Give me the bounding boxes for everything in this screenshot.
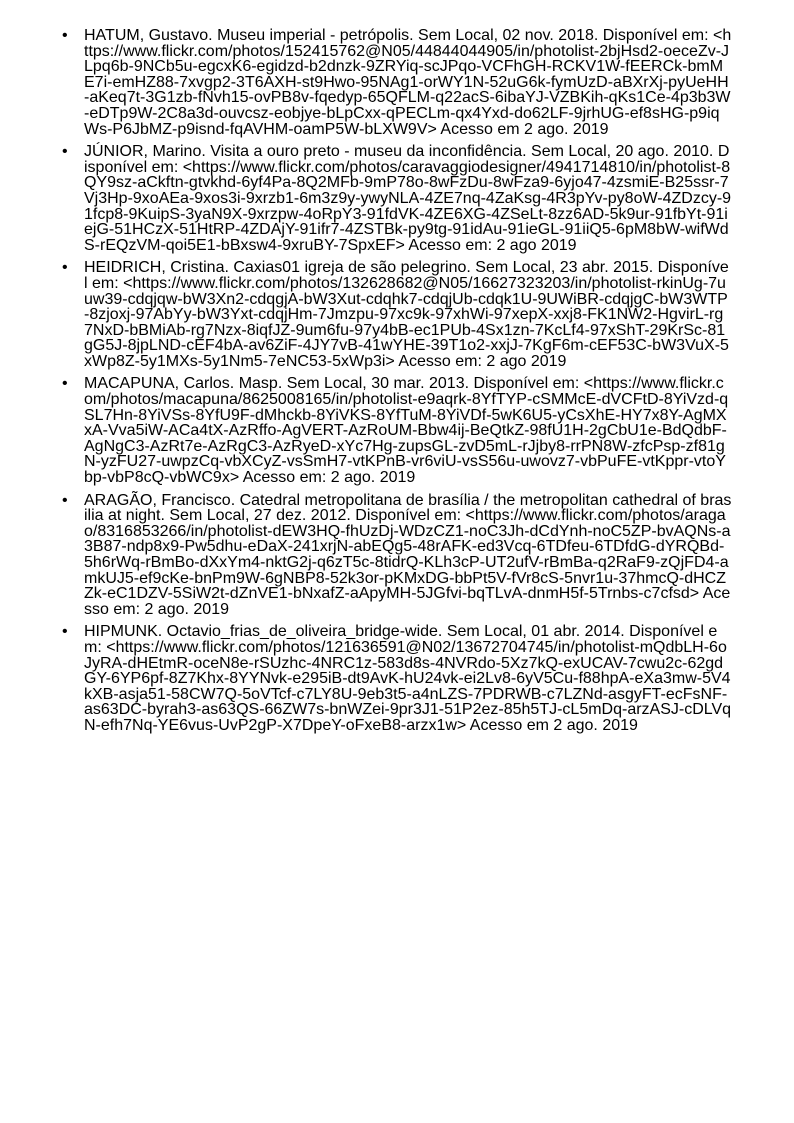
- reference-text: MACAPUNA, Carlos. Masp. Sem Local, 30 mar. 2013. Disponível em: <https://www.flickr.com/photos/macapuna/8625008165/in/photolist-e9aqrk-8YfTYP-cSMMcE-dVCFtD-8YiVzd-qSL7Hn-8YiVSs-8YfU9F-dMhckb-8YiVKS-8YfTuM-8YiVDf-5wK6U5-yCsXhE-HY7x8Y-AgMXxA-Vva5iW-ACa4tX-AzRffo-AgVERT-AzRoUM-Bbw4ij-BeQtkZ-98fU1H-2gCbU1e-BdQdbF-AgNgC3-AzRt7e-AzRgC3-AzRyeD-xYc7Hg-zupsGL-zvD5mL-rJjby8-rrPN8W-zfcPsp-zf81gN-yzFU27-uwpzCq-vbXCyZ-vsSmH7-vtKPnB-vr6viU-vsS56u-uwovz7-vbPuFE-vtKppr-vtoYbp-vbP8cQ-vbWC9x> Acesso em: 2 ago. 2019: [84, 375, 729, 487]
- reference-item: [62, 28, 732, 137]
- reference-text: HATUM, Gustavo. Museu imperial - petrópolis. Sem Local, 02 nov. 2018. Disponível em: <https://www.flickr.com/photos/152415762@N05/44844044905/in/photolist-2bjHsd2-oeceZv-JLpq6b-9NCb5u-egcxK6-egidzd-b2dnzk-9ZRYiq-scJPqo-VCFhGH-RCKV1W-fEERCk-bmME7i-emHZ88-7xvgp2-3T6AXH-st9Hwo-95NAg1-orWY1N-52uG6k-fymUzD-aBXrXj-pyUeHH-aKeq7t-3G1zb-fNvh15-ovPB8v-fqedyp-65QFLM-q22acS-6ibaYJ-VZBKih-qKs1Ce-4p3b3W-eDTp9W-2C8a3d-ouvcsz-eobjye-bLpCxx-qPECLm-qx4Yxd-do62LF-9jrhUG-ef8sHG-p9iqWs-P6JbMZ-p9isnd-fqAVHM-oamP5W-bLXW9V> Acesso em 2 ago. 2019: [84, 27, 732, 138]
- reference-item: [62, 144, 732, 253]
- bullet-icon: •: [62, 491, 68, 509]
- reference-list: [62, 28, 732, 741]
- bullet-icon: •: [62, 27, 68, 44]
- bullet-icon: •: [62, 623, 68, 641]
- reference-text: JÚNIOR, Marino. Visita a ouro preto - museu da inconfidência. Sem Local, 20 ago. 2010. Disponível em: <https://www.flickr.com/photos/caravaggiodesigner/4941714810/in/photolist-8QY9sz-aCkftn-gtvkhd-6yf4Pa-8Q2MFb-9mP78o-8wFzDu-8wFza9-6yjo47-4zsmiE-B25ssr-7Vj3Hp-9xoAEa-9xos3i-9xrzb1-6m3z9y-ywyNLA-4ZE7nq-4ZaKsg-4R3pYv-py8oW-4ZDzcy-91fcp8-9KuipS-3yaN9X-9xrzpw-4oRpY3-91fdVK-4ZE6XG-4ZSeLt-8zz6AD-5k9ur-91fbYt-91iejG-51HCzX-51HtRP-4ZDAjY-91ifr7-4ZSTBk-py9tg-91idAu-91ieGL-91iiQ5-6pM8bW-wifWdS-rEQzVM-qoi5E1-bBxsw4-9xruBY-7SpxEF> Acesso em: 2 ago 2019: [84, 143, 732, 254]
- reference-item: [62, 376, 732, 485]
- bullet-icon: •: [62, 259, 68, 277]
- reference-item: [62, 260, 732, 369]
- bullet-icon: •: [62, 143, 68, 161]
- reference-text: HIPMUNK. Octavio_frias_de_oliveira_bridge-wide. Sem Local, 01 abr. 2014. Disponível em: <https://www.flickr.com/photos/121636591@N02/13672704745/in/photolist-mQdbLH-6oJyRA-dHEtmR-oceN8e-rSUzhc-4NRC1z-583d8s-4NVRdo-5Xz7kQ-exUCAV-7cwu2c-62gdGY-6YP6pf-8Z7Khx-8YYNvk-e295iB-dt9AvK-hU24vk-ei2Lv8-6yV5Cu-f88hpA-eXa3mw-5V4kXB-asja51-58CW7Q-5oVTcf-c7LY8U-9eb3t5-a4nLZS-7PDRWB-c7LZNd-asgyFT-ecFsNF-as63DC-byrah3-as63QS-66ZW7s-bnWZei-9pr3J1-51P2ez-85h5TJ-cL5mDq-arzASJ-cDLVqN-efh7Nq-YE6vus-UvP2gP-X7DpeY-oFxeB8-arzx1w> Acesso em 2 ago. 2019: [84, 623, 732, 734]
- reference-item: [62, 493, 732, 618]
- reference-text: HEIDRICH, Cristina. Caxias01 igreja de são pelegrino. Sem Local, 23 abr. 2015. Disponível em: <https://www.flickr.com/photos/132628682@N05/16627323203/in/photolist-rkinUg-7uuw39-cdqjqw-bW3Xn2-cdqgjA-bW3Xut-cdqhk7-cdqjUb-cdqk1U-9UWiBR-cdqjgC-bW3WTP-8zjoxj-97AbYy-bW3Yxt-cdqjHm-7Jmzpu-97xc9k-97xhWi-97xepX-xxj8-FK1NW2-HgvirL-rg7NxD-bBMiAb-rg7Nzx-8iqfJZ-9um6fu-97y4bB-ec1PUb-4Sx1zn-7KcLf4-97xShT-29KrSc-81gG5J-8jpLND-cEF4bA-av6ZiF-4JY7vB-41wYHE-39T1o2-xxjJ-7KgF6m-cEF53C-bW3VuX-5xWp8Z-5y1MXs-5y1Nm5-7eNC53-5xWp3i> Acesso em: 2 ago 2019: [84, 259, 729, 370]
- reference-text: ARAGÃO, Francisco. Catedral metropolitana de brasília / the metropolitan cathedral of brasilia at night. Sem Local, 27 dez. 2012. Disponível em: <https://www.flickr.com/photos/aragao/8316853266/in/photolist-dEW3HQ-fhUzDj-WDzCZ1-noC3Jh-dCdYnh-noC5ZP-bvAQNs-a3B87-ndp8x9-Pw5dhu-eDaX-241xrjN-abEQg5-48rAFK-ed3Vcq-6TDfeu-6TDfdG-dYRQBd-5h6rWq-rBmBo-dXxYm4-nktG2j-q6zT5c-8tidrQ-KLh3cP-UT2ufV-rBmBa-q2RaF9-zQjFD4-amkUJ5-ef9cKe-bnPm9W-6gNBP8-52k3or-pKMxDG-bbPt5V-fVr8cS-5nvr1u-37hmcQ-dHCZZk-eC1DZV-5SiW2t-dZnVE1-bNxafZ-aApyMH-5JGfvi-bqTLvA-dnmH5f-5Trnbs-c7cfsd> Acesso em: 2 ago. 2019: [84, 491, 732, 618]
- reference-item: [62, 624, 732, 733]
- bullet-icon: •: [62, 375, 68, 393]
